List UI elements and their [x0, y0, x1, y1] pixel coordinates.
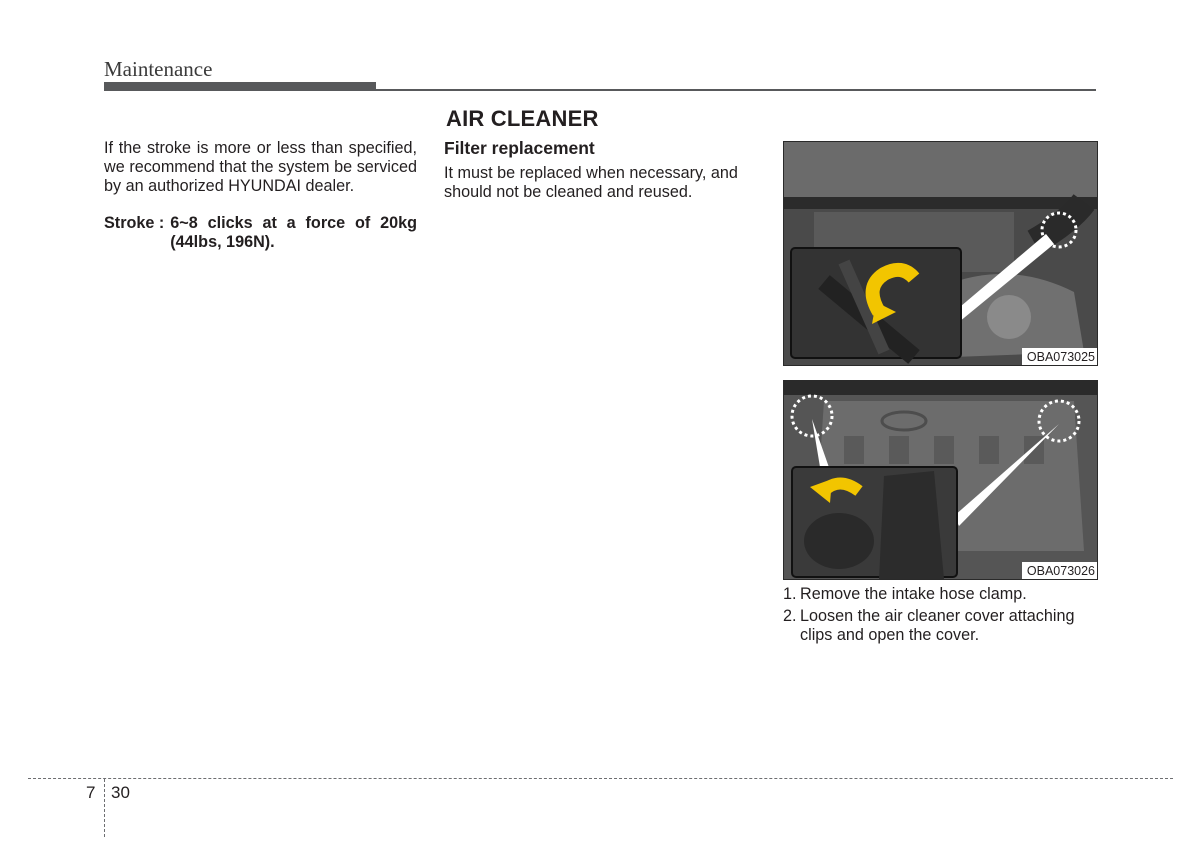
- filter-paragraph: It must be replaced when necessary, and should not be cleaned and reused.: [444, 164, 738, 201]
- figure-intake-hose-clamp: [783, 141, 1098, 366]
- step-number: 2.: [783, 606, 797, 625]
- section-title: Maintenance: [104, 57, 213, 81]
- steps-list: [783, 585, 1098, 648]
- step-text: Loosen the air cleaner cover attaching clips and open the cover.: [800, 606, 1075, 644]
- figure-cover-clips: [783, 380, 1098, 580]
- figure-code: OBA073025: [1022, 348, 1097, 365]
- page-number: 30: [111, 783, 130, 802]
- page-heading: AIR CLEANER: [446, 106, 599, 131]
- chapter-number: 7: [86, 783, 96, 802]
- middle-column: [444, 139, 764, 202]
- left-column: [104, 139, 417, 252]
- step-text: Remove the intake hose clamp.: [800, 585, 1027, 603]
- list-item: [783, 607, 1098, 646]
- stroke-label: Stroke :: [104, 214, 165, 232]
- engine-photo-2: [784, 381, 1097, 579]
- subheading: Filter replacement: [444, 138, 595, 158]
- footer-rule: [28, 778, 1173, 779]
- stroke-paragraph: If the stroke is more or less than specified, we recommend that the system be serviced by an authorized HYUNDAI dealer.: [104, 139, 417, 195]
- stroke-spec: [104, 214, 417, 252]
- header-rule: [104, 89, 1096, 91]
- footer-divider: [104, 779, 105, 837]
- figure-code: OBA073026: [1022, 562, 1097, 579]
- list-item: [783, 585, 1098, 605]
- stroke-value: 6~8 clicks at a force of 20kg (44lbs, 196N).: [170, 214, 417, 251]
- step-number: 1.: [783, 585, 797, 603]
- engine-photo-1: [784, 142, 1097, 365]
